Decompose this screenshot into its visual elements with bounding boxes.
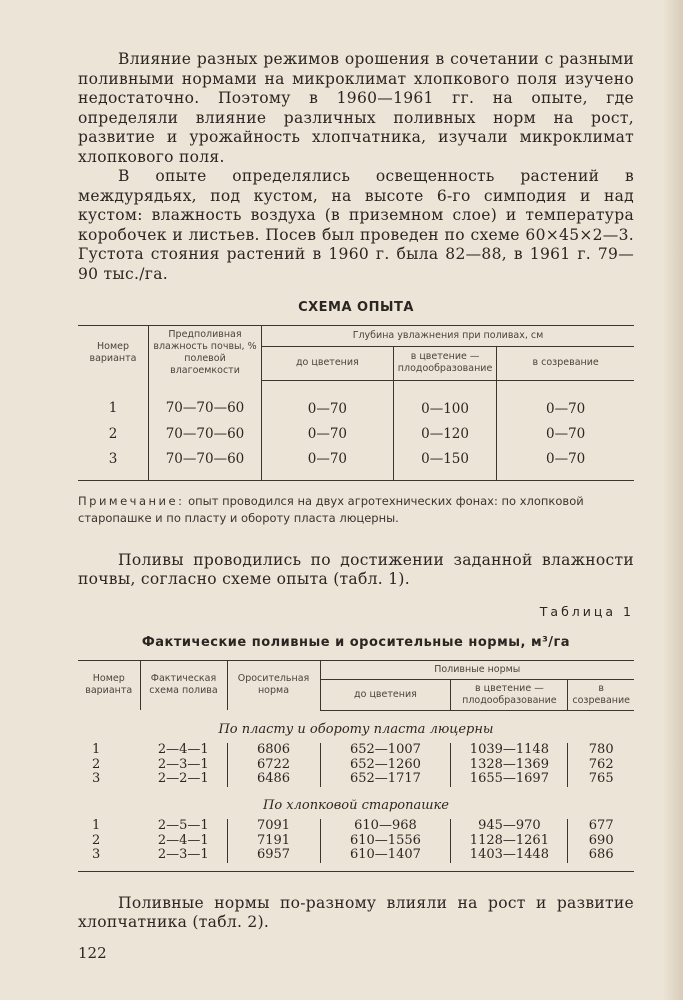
cell: 3 [108, 450, 118, 467]
note-text: опыт проводился на двух агротехнических фонах: по хлопковой старопашке и по пласту и обороту пласта люцерны. [78, 493, 584, 525]
cell: 610—968 [320, 819, 451, 834]
col-bloom-fruit: в цветение — плодообразование [451, 679, 568, 710]
col-variant: Номер варианта [85, 673, 133, 697]
col-ripening: в созревание [568, 679, 634, 710]
cell: 0—150 [393, 447, 497, 481]
cell: 2—2—1 [157, 771, 209, 786]
cell: 1328—1369 [451, 758, 568, 773]
cell: 1128—1261 [451, 834, 568, 849]
cell: 610—1556 [320, 834, 451, 849]
col-variant: Номер варианта [89, 341, 137, 364]
cell: 652—1007 [320, 743, 451, 758]
paragraph-intro: Влияние разных режимов орошения в сочетании с разными поливными нормами на микроклимат хлопкового поля изучено недостаточно. Поэтому в 1960—1961 гг. на опыте, где определяли влияние различных поливных норм на рост, развитие и урожайность хлопчатника, изучали микроклимат хлопкового поля. [78, 50, 634, 166]
cell: 780 [568, 743, 634, 758]
cell: 0—100 [393, 380, 497, 422]
cell: 1 [92, 818, 101, 833]
cell: 0—70 [497, 380, 634, 422]
cell: 765 [568, 772, 634, 787]
cell: 610—1407 [320, 848, 451, 863]
cell: 945—970 [451, 819, 568, 834]
col-before-bloom: до цветения [320, 679, 451, 710]
cell: 690 [568, 834, 634, 849]
cell: 677 [568, 819, 634, 834]
col-ripening: в созревание [497, 346, 634, 380]
spacer-row [78, 863, 634, 872]
table-label: Таблица 1 [539, 603, 634, 619]
col-scheme: Фактическая схема полива [140, 660, 227, 710]
cell: 1403—1448 [451, 848, 568, 863]
cell: 762 [568, 758, 634, 773]
paragraph-growth: Поливные нормы по-разному влияли на рост и развитие хлопчатника (табл. 2). [78, 893, 634, 931]
page-number: 122 [78, 944, 107, 962]
section-heading: По пласту и обороту пласта люцерны [218, 721, 494, 737]
cell: 2—4—1 [157, 832, 209, 848]
cell: 686 [568, 848, 634, 863]
note-label: Примечание: [78, 493, 185, 508]
scheme-table [78, 325, 634, 481]
cell: 6486 [227, 772, 320, 787]
cell: 2—3—1 [157, 847, 209, 862]
section-row [78, 710, 634, 743]
col-before-bloom: до цветения [262, 346, 394, 380]
cell: 652—1717 [320, 772, 451, 787]
cell: 0—70 [497, 447, 634, 481]
cell: 1039—1148 [451, 743, 568, 758]
table-row [78, 380, 634, 422]
table-row [78, 422, 634, 447]
cell: 0—70 [262, 447, 394, 481]
cell: 2 [108, 425, 118, 442]
cell: 7091 [227, 819, 320, 834]
col-bloom-fruit: в цветение — плодообразование [393, 346, 497, 380]
cell: 1655—1697 [451, 772, 568, 787]
cell: 6957 [227, 848, 320, 863]
cell: 2—3—1 [157, 756, 209, 772]
table-row [78, 447, 634, 481]
cell: 2—4—1 [157, 742, 209, 757]
col-norms-group: Поливные нормы [320, 660, 634, 679]
table-title: Фактические поливные и оросительные нормы, м³/га [141, 634, 571, 650]
cell: 2 [92, 756, 101, 772]
col-depth-group: Глубина увлажнения при поливах, см [262, 326, 635, 347]
table-row [78, 758, 634, 773]
table-row [78, 819, 634, 834]
table-row [78, 772, 634, 787]
cell: 2—5—1 [157, 818, 209, 833]
scheme-note [78, 493, 634, 527]
cell: 0—70 [262, 380, 394, 422]
paragraph-methods: В опыте определялись освещенность растений в междурядьях, под кустом, на высоте 6-го симподия и над кустом: влажность воздуха (в приземном слое) и температура коробочек и листьев. Посев был проведен по схеме 60×45×2—3. Густота стояния растений в 1960 г. была 82—88, в 1961 г. 79—90 тыс./га. [78, 167, 634, 283]
cell: 652—1260 [320, 758, 451, 773]
norms-table [78, 660, 634, 872]
col-norm: Оросительная норма [227, 660, 320, 710]
table-row [78, 743, 634, 758]
table-row [78, 834, 634, 849]
cell: 70—70—60 [149, 422, 262, 447]
cell: 0—70 [262, 422, 394, 447]
cell: 70—70—60 [149, 380, 262, 422]
cell: 7191 [227, 834, 320, 849]
cell: 3 [92, 771, 101, 786]
cell: 0—120 [393, 422, 497, 447]
page-content [78, 50, 634, 933]
paragraph-irrigation: Поливы проводились по достижении заданной влажности почвы, согласно схеме опыта (табл. 1). [78, 550, 634, 588]
cell: 6806 [227, 743, 320, 758]
cell: 3 [92, 847, 101, 862]
table-row [78, 848, 634, 863]
section-heading: По хлопковой старопашке [263, 797, 449, 813]
col-moisture: Предполивная влажность почвы, % полевой влагоемкости [149, 326, 262, 381]
cell: 2 [92, 832, 101, 848]
page-edge-shadow [663, 0, 683, 1000]
section-row [78, 787, 634, 820]
cell: 1 [92, 742, 101, 757]
cell: 0—70 [497, 422, 634, 447]
cell: 1 [108, 400, 118, 417]
cell: 70—70—60 [149, 447, 262, 481]
cell: 6722 [227, 758, 320, 773]
scheme-title: СХЕМА ОПЫТА [298, 300, 414, 315]
